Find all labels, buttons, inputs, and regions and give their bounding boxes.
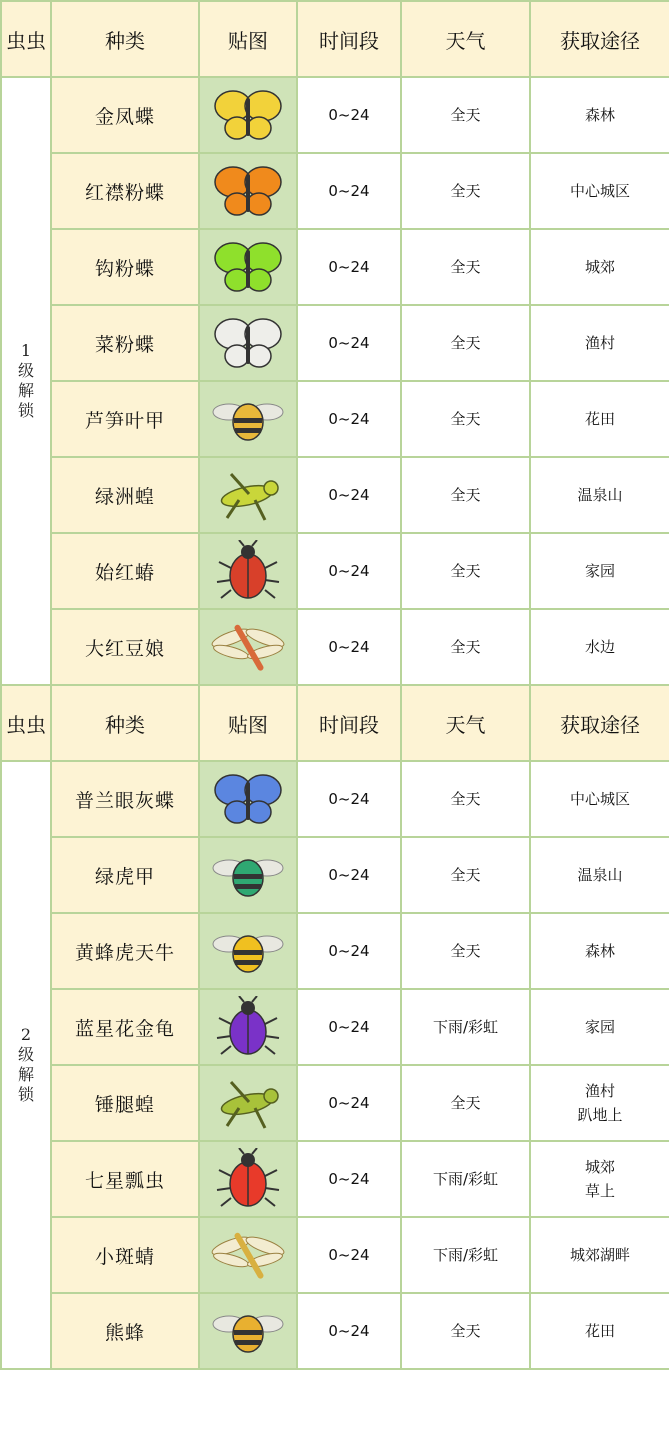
sticker-image [199, 457, 297, 533]
weather: 全天 [401, 913, 530, 989]
time-range: 0~24 [297, 533, 401, 609]
table-row [1, 1217, 669, 1293]
time-range: 0~24 [297, 609, 401, 685]
table-row [1, 1141, 669, 1217]
table-row [1, 153, 669, 229]
wasp-longhorn-beetle-icon [209, 920, 287, 982]
blue-butterfly-icon [209, 768, 287, 830]
sticker-image [199, 1065, 297, 1141]
table-row [1, 533, 669, 609]
sticker-image [199, 609, 297, 685]
source-location: 家园 [530, 533, 669, 609]
header-source: 获取途径 [530, 685, 669, 761]
grasshopper-icon [209, 464, 287, 526]
time-range: 0~24 [297, 77, 401, 153]
dragonfly-icon [209, 1224, 287, 1286]
sticker-image [199, 1293, 297, 1369]
orange-tip-butterfly-icon [209, 160, 287, 222]
source-location: 温泉山 [530, 837, 669, 913]
source-location: 家园 [530, 989, 669, 1065]
header-row [1, 685, 669, 761]
locust-icon [209, 1072, 287, 1134]
weather: 全天 [401, 1293, 530, 1369]
weather: 全天 [401, 837, 530, 913]
table-row [1, 1065, 669, 1141]
red-damselfly-icon [209, 616, 287, 678]
species-name: 小斑蜻 [51, 1217, 199, 1293]
species-name: 红襟粉蝶 [51, 153, 199, 229]
weather: 下雨/彩虹 [401, 989, 530, 1065]
source-location: 城郊 草上 [530, 1141, 669, 1217]
green-tiger-beetle-icon [209, 844, 287, 906]
level-unlock-text: 锁 [17, 1085, 34, 1104]
table-row [1, 837, 669, 913]
time-range: 0~24 [297, 305, 401, 381]
header-image: 贴图 [199, 1, 297, 77]
time-range: 0~24 [297, 1293, 401, 1369]
level-unlock-text: 级 [17, 361, 34, 380]
header-bug: 虫虫 [1, 685, 51, 761]
header-time: 时间段 [297, 685, 401, 761]
green-brimstone-butterfly-icon [209, 236, 287, 298]
header-species: 种类 [51, 685, 199, 761]
weather: 全天 [401, 305, 530, 381]
red-bug-icon [209, 540, 287, 602]
time-range: 0~24 [297, 1141, 401, 1217]
source-location: 森林 [530, 913, 669, 989]
time-range: 0~24 [297, 1217, 401, 1293]
weather: 全天 [401, 457, 530, 533]
time-range: 0~24 [297, 153, 401, 229]
level-unlock-cell [1, 77, 51, 685]
weather: 全天 [401, 77, 530, 153]
table-row [1, 1293, 669, 1369]
time-range: 0~24 [297, 1065, 401, 1141]
weather: 全天 [401, 1065, 530, 1141]
time-range: 0~24 [297, 761, 401, 837]
purple-flower-chafer-icon [209, 996, 287, 1058]
table-row [1, 913, 669, 989]
table-row [1, 77, 669, 153]
species-name: 黄蜂虎天牛 [51, 913, 199, 989]
table-row [1, 989, 669, 1065]
source-location: 城郊湖畔 [530, 1217, 669, 1293]
species-name: 绿虎甲 [51, 837, 199, 913]
time-range: 0~24 [297, 457, 401, 533]
time-range: 0~24 [297, 381, 401, 457]
source-location: 森林 [530, 77, 669, 153]
table-row [1, 229, 669, 305]
level-unlock-cell [1, 761, 51, 1369]
header-species: 种类 [51, 1, 199, 77]
species-name: 普兰眼灰蝶 [51, 761, 199, 837]
header-bug: 虫虫 [1, 1, 51, 77]
level-unlock-text: 1 [20, 341, 32, 360]
header-row [1, 1, 669, 77]
source-location: 温泉山 [530, 457, 669, 533]
header-source: 获取途径 [530, 1, 669, 77]
header-weather: 天气 [401, 685, 530, 761]
weather: 全天 [401, 153, 530, 229]
weather: 全天 [401, 533, 530, 609]
species-name: 绿洲蝗 [51, 457, 199, 533]
sticker-image [199, 989, 297, 1065]
species-name: 始红蝽 [51, 533, 199, 609]
weather: 全天 [401, 229, 530, 305]
species-name: 七星瓢虫 [51, 1141, 199, 1217]
sticker-image [199, 837, 297, 913]
species-name: 钩粉蝶 [51, 229, 199, 305]
species-name: 金凤蝶 [51, 77, 199, 153]
sticker-image [199, 1217, 297, 1293]
sticker-image [199, 533, 297, 609]
white-cabbage-butterfly-icon [209, 312, 287, 374]
sticker-image [199, 1141, 297, 1217]
time-range: 0~24 [297, 837, 401, 913]
sticker-image [199, 229, 297, 305]
source-location: 中心城区 [530, 761, 669, 837]
source-location: 花田 [530, 381, 669, 457]
species-name: 菜粉蝶 [51, 305, 199, 381]
table-row [1, 381, 669, 457]
time-range: 0~24 [297, 989, 401, 1065]
table-row [1, 305, 669, 381]
level-unlock-text: 2 [20, 1025, 32, 1044]
bumblebee-icon [209, 1300, 287, 1362]
header-weather: 天气 [401, 1, 530, 77]
sticker-image [199, 305, 297, 381]
sticker-image [199, 153, 297, 229]
table-row [1, 761, 669, 837]
level-unlock-text: 锁 [17, 401, 34, 420]
header-time: 时间段 [297, 1, 401, 77]
table-row [1, 609, 669, 685]
sticker-image [199, 77, 297, 153]
table-row [1, 457, 669, 533]
species-name: 大红豆娘 [51, 609, 199, 685]
species-name: 锤腿蝗 [51, 1065, 199, 1141]
asparagus-beetle-icon [209, 388, 287, 450]
source-location: 花田 [530, 1293, 669, 1369]
level-unlock-text: 解 [17, 1065, 34, 1084]
sticker-image [199, 761, 297, 837]
species-name: 蓝星花金龟 [51, 989, 199, 1065]
weather: 全天 [401, 609, 530, 685]
weather: 全天 [401, 761, 530, 837]
time-range: 0~24 [297, 913, 401, 989]
sticker-image [199, 913, 297, 989]
source-location: 水边 [530, 609, 669, 685]
header-image: 贴图 [199, 685, 297, 761]
time-range: 0~24 [297, 229, 401, 305]
yellow-swallowtail-butterfly-icon [209, 84, 287, 146]
species-name: 芦笋叶甲 [51, 381, 199, 457]
species-name: 熊蜂 [51, 1293, 199, 1369]
source-location: 中心城区 [530, 153, 669, 229]
weather: 下雨/彩虹 [401, 1217, 530, 1293]
sticker-image [199, 381, 297, 457]
level-unlock-text: 解 [17, 381, 34, 400]
weather: 下雨/彩虹 [401, 1141, 530, 1217]
ladybug-icon [209, 1148, 287, 1210]
source-location: 城郊 [530, 229, 669, 305]
source-location: 渔村 趴地上 [530, 1065, 669, 1141]
source-location: 渔村 [530, 305, 669, 381]
level-unlock-text: 级 [17, 1045, 34, 1064]
weather: 全天 [401, 381, 530, 457]
